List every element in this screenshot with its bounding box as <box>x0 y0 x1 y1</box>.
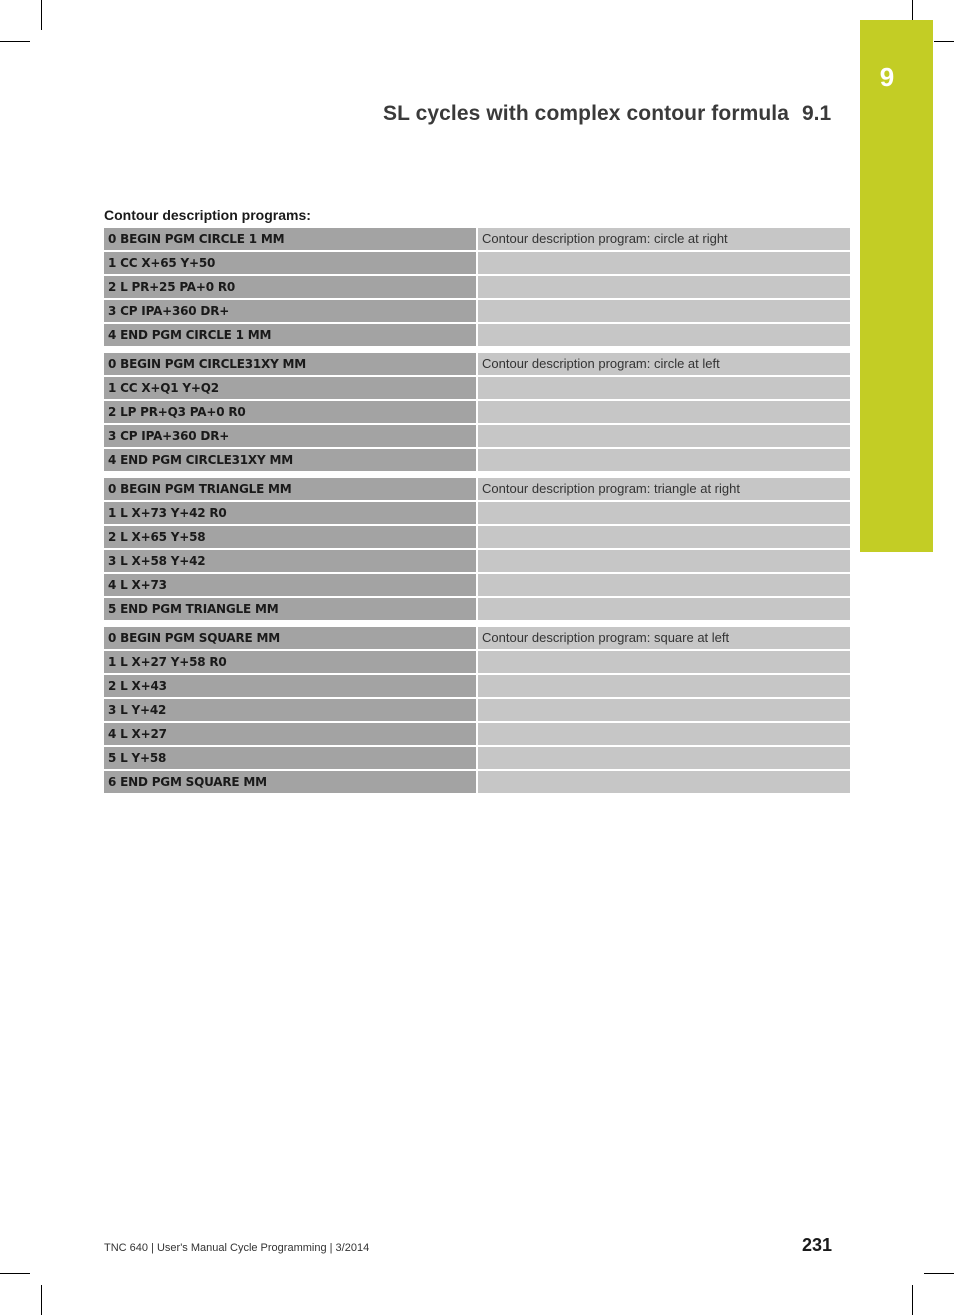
nc-code-cell: 5 L Y+58 <box>104 747 476 769</box>
footer-text: TNC 640 | User's Manual Cycle Programming | 3/2014 <box>104 1242 370 1254</box>
description-cell <box>478 377 850 399</box>
nc-code-cell: 5 END PGM TRIANGLE MM <box>104 598 476 620</box>
program-tables <box>104 228 850 800</box>
table-row <box>104 747 850 769</box>
description-cell <box>478 699 850 721</box>
table-row <box>104 252 850 274</box>
nc-code-cell: 3 CP IPA+360 DR+ <box>104 425 476 447</box>
description-cell <box>478 550 850 572</box>
description-cell <box>478 526 850 548</box>
table-row <box>104 401 850 423</box>
table-row <box>104 228 850 250</box>
description-cell: Contour description program: square at left <box>478 627 850 649</box>
table-row <box>104 502 850 524</box>
description-cell <box>478 574 850 596</box>
nc-code-cell: 3 L Y+42 <box>104 699 476 721</box>
description-cell <box>478 252 850 274</box>
nc-code-cell: 2 L X+65 Y+58 <box>104 526 476 548</box>
description-cell <box>478 675 850 697</box>
nc-code-cell: 4 L X+73 <box>104 574 476 596</box>
description-cell <box>478 425 850 447</box>
section-heading: Contour description programs: <box>104 207 311 223</box>
table-row <box>104 478 850 500</box>
nc-code-cell: 4 END PGM CIRCLE 1 MM <box>104 324 476 346</box>
table-row <box>104 449 850 471</box>
description-cell <box>478 401 850 423</box>
crop-mark-top-left-h <box>0 41 30 42</box>
nc-code-cell: 0 BEGIN PGM CIRCLE 1 MM <box>104 228 476 250</box>
description-cell <box>478 651 850 673</box>
description-cell: Contour description program: triangle at right <box>478 478 850 500</box>
table-row <box>104 377 850 399</box>
table-row <box>104 300 850 322</box>
chapter-tab <box>860 20 933 552</box>
description-cell <box>478 771 850 793</box>
table-row <box>104 324 850 346</box>
description-cell <box>478 449 850 471</box>
description-cell <box>478 723 850 745</box>
running-header-title: SL cycles with complex contour formula <box>383 102 790 125</box>
nc-code-cell: 4 L X+27 <box>104 723 476 745</box>
crop-mark-top-left-v <box>41 0 42 30</box>
crop-mark-bottom-left-v <box>41 1285 42 1315</box>
nc-code-cell: 2 LP PR+Q3 PA+0 R0 <box>104 401 476 423</box>
nc-code-cell: 0 BEGIN PGM TRIANGLE MM <box>104 478 476 500</box>
table-row <box>104 598 850 620</box>
table-row <box>104 675 850 697</box>
nc-code-cell: 3 L X+58 Y+42 <box>104 550 476 572</box>
program-table <box>104 627 850 793</box>
running-header-section: 9.1 <box>802 102 832 125</box>
program-table <box>104 228 850 346</box>
program-table <box>104 353 850 471</box>
chapter-number: 9 <box>879 62 895 92</box>
description-cell <box>478 747 850 769</box>
table-row <box>104 574 850 596</box>
program-table <box>104 478 850 620</box>
table-row <box>104 526 850 548</box>
description-cell <box>478 502 850 524</box>
table-row <box>104 425 850 447</box>
description-cell: Contour description program: circle at left <box>478 353 850 375</box>
crop-mark-bottom-right-v <box>912 1285 913 1315</box>
nc-code-cell: 1 L X+27 Y+58 R0 <box>104 651 476 673</box>
table-row <box>104 723 850 745</box>
nc-code-cell: 6 END PGM SQUARE MM <box>104 771 476 793</box>
nc-code-cell: 0 BEGIN PGM SQUARE MM <box>104 627 476 649</box>
nc-code-cell: 2 L PR+25 PA+0 R0 <box>104 276 476 298</box>
nc-code-cell: 1 CC X+65 Y+50 <box>104 252 476 274</box>
description-cell <box>478 300 850 322</box>
crop-mark-bottom-right-h <box>924 1273 954 1274</box>
description-cell <box>478 324 850 346</box>
table-row <box>104 651 850 673</box>
description-cell: Contour description program: circle at right <box>478 228 850 250</box>
table-row <box>104 771 850 793</box>
page-number: 231 <box>802 1235 833 1255</box>
nc-code-cell: 3 CP IPA+360 DR+ <box>104 300 476 322</box>
crop-mark-bottom-left-h <box>0 1273 30 1274</box>
table-row <box>104 353 850 375</box>
description-cell <box>478 276 850 298</box>
table-row <box>104 627 850 649</box>
nc-code-cell: 2 L X+43 <box>104 675 476 697</box>
nc-code-cell: 0 BEGIN PGM CIRCLE31XY MM <box>104 353 476 375</box>
table-row <box>104 276 850 298</box>
nc-code-cell: 1 L X+73 Y+42 R0 <box>104 502 476 524</box>
nc-code-cell: 4 END PGM CIRCLE31XY MM <box>104 449 476 471</box>
nc-code-cell: 1 CC X+Q1 Y+Q2 <box>104 377 476 399</box>
table-row <box>104 699 850 721</box>
description-cell <box>478 598 850 620</box>
crop-mark-top-right-h <box>934 41 954 42</box>
table-row <box>104 550 850 572</box>
crop-mark-top-right-v <box>912 0 913 20</box>
